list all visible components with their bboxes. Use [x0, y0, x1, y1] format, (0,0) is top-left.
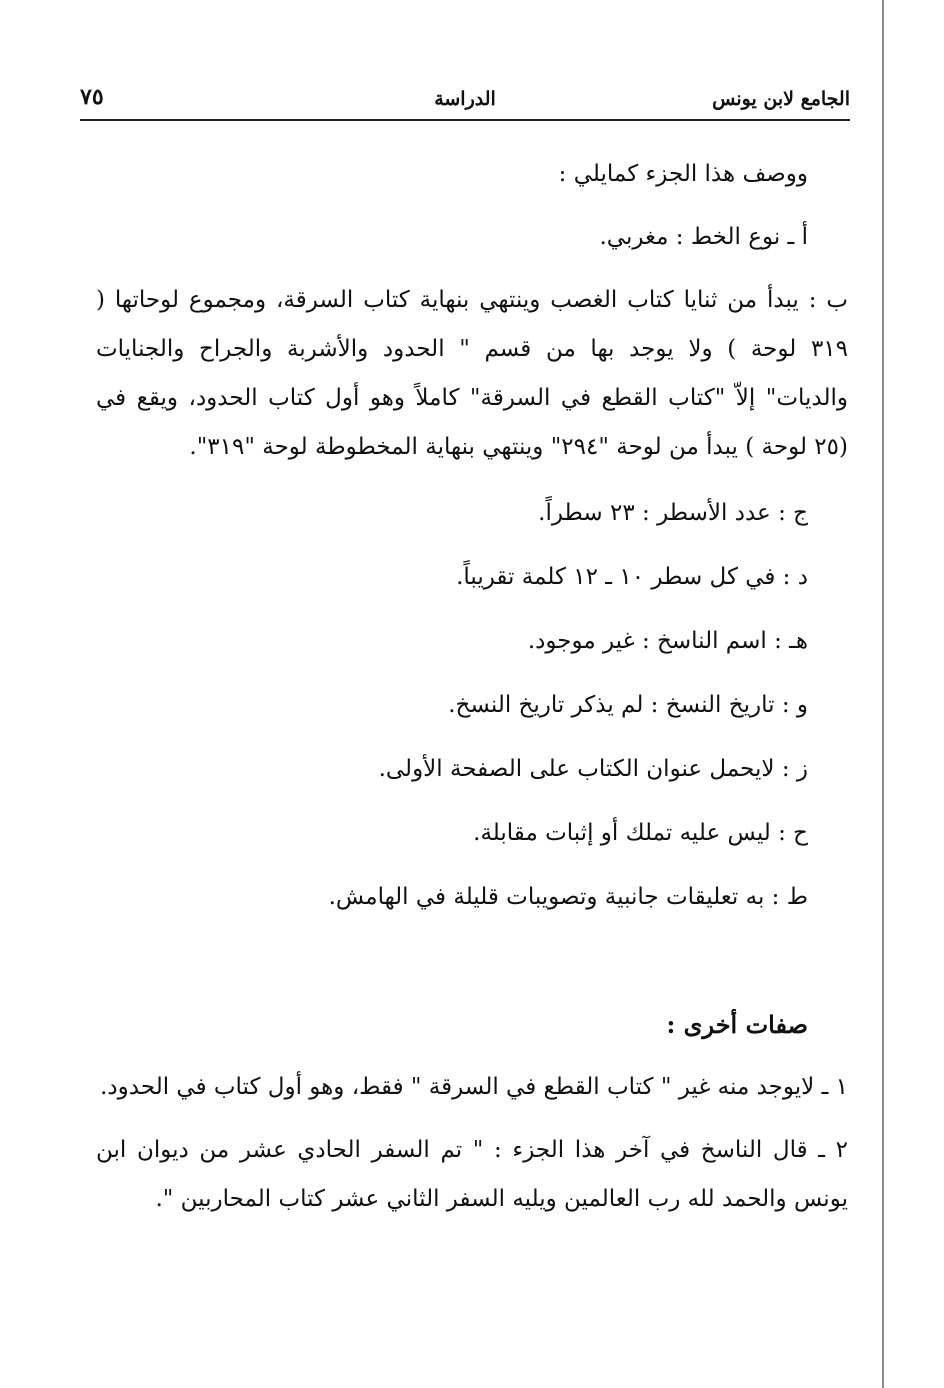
- header-book-title: الجامع لابن يونس: [712, 88, 850, 110]
- other-feature-2: ٢ ـ قال الناسخ في آخر هذا الجزء : " تم السفر الحادي عشر من ديوان ابن يونس والحمد لله رب العالمين ويليه السفر الثاني عشر كتاب المحاربين ".: [96, 1137, 848, 1212]
- item-b-paragraph: ب : يبدأ من ثنايا كتاب الغصب وينتهي بنهاية كتاب السرقة، ومجموع لوحاتها ( ٣١٩ لوحة ) ولا يوجد بها من قسم " الحدود والأشربة والجراح والجنايات والديات" إلاّ "كتاب القطع في السرقة" كاملاً وهو أول كتاب الحدود، ويقع في (٢٥ لوحة ) يبدأ من لوحة "٢٩٤" وينتهي بنهاية المخطوطة لوحة "٣١٩".: [96, 287, 848, 460]
- header-divider: [80, 119, 850, 121]
- list-item: د : في كل سطر ١٠ ـ ١٢ كلمة تقريباً.: [456, 564, 808, 590]
- page-number: ٧٥: [80, 84, 104, 110]
- running-header: [80, 86, 850, 116]
- other-feature-1: ١ ـ لايوجد منه غير " كتاب القطع في السرقة " فقط، وهو أول كتاب في الحدود.: [100, 1074, 848, 1100]
- list-item: ح : ليس عليه تملك أو إثبات مقابلة.: [473, 820, 808, 846]
- list-item: ط : به تعليقات جانبية وتصويبات قليلة في الهامش.: [328, 884, 808, 910]
- list-item: هـ : اسم الناسخ : غير موجود.: [527, 628, 808, 654]
- other-features-heading: صفات أخرى :: [666, 1010, 808, 1039]
- intro-line: ووصف هذا الجزء كمايلي :: [558, 161, 808, 187]
- page-edge-line: [882, 0, 884, 1388]
- header-section-title: الدراسة: [434, 88, 496, 110]
- list-item: ج : عدد الأسطر : ٢٣ سطراً.: [538, 500, 808, 526]
- list-item: ز : لايحمل عنوان الكتاب على الصفحة الأولى.: [378, 756, 808, 782]
- description-list: [96, 489, 808, 922]
- item-a: أ ـ نوع الخط : مغربي.: [599, 224, 808, 250]
- page-body: [96, 150, 848, 1224]
- list-item: و : تاريخ النسخ : لم يذكر تاريخ النسخ.: [448, 692, 808, 718]
